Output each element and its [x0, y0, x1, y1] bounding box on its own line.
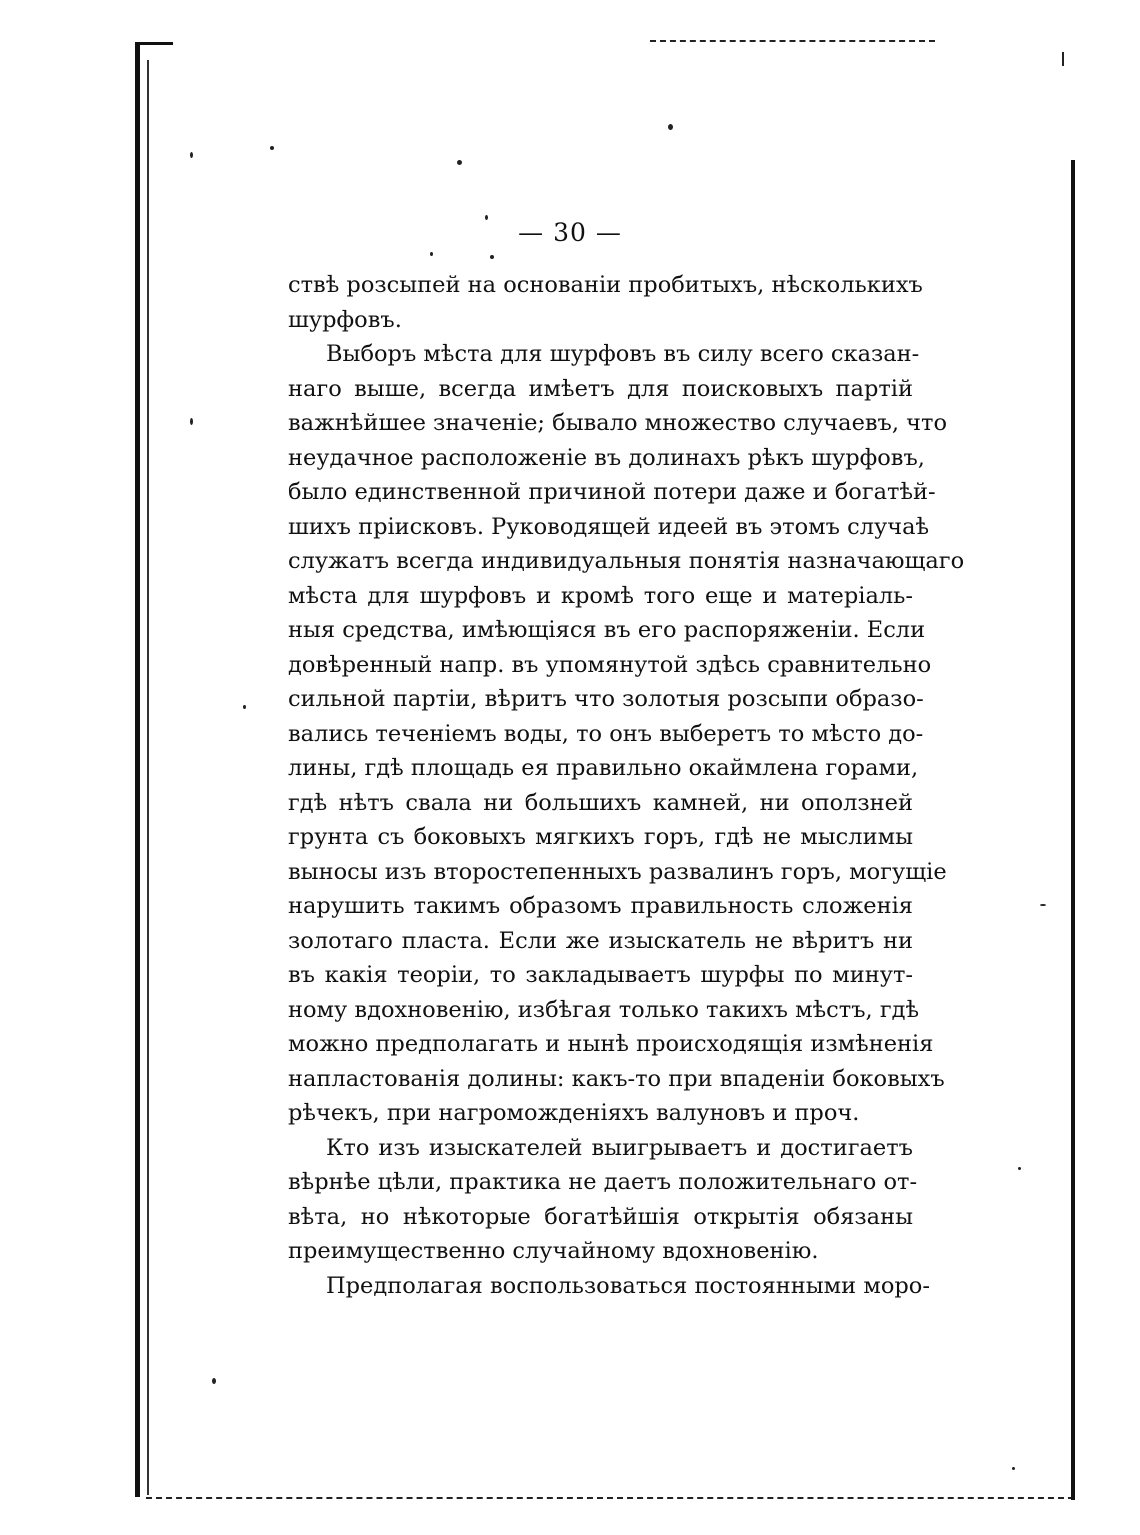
scan-speck — [1040, 904, 1046, 906]
page-border-right-tick — [1062, 52, 1064, 66]
scan-speck — [190, 152, 193, 158]
text-line: Предполагая воспользоваться постоянными моро- — [326, 1272, 930, 1299]
body-text — [288, 268, 965, 1303]
text-line: довѣренный напр. въ упомянутой здѣсь сравнительно — [288, 651, 932, 678]
text-line: можно предполагать и нынѣ происходящія измѣненія — [288, 1031, 934, 1057]
page-border-left — [135, 42, 140, 1497]
text-line: вались теченіемъ воды, то онъ выберетъ то мѣсто до- — [288, 720, 924, 747]
text-line: сильной партіи, вѣритъ что золотыя розсыпи образо- — [288, 686, 924, 712]
text-line: шихъ пріисковъ. Руководящей идеей въ этомъ случаѣ — [288, 513, 930, 540]
text-line: вѣта, но нѣкоторые богатѣйшія открытія обязаны — [288, 1203, 913, 1230]
text-line: Кто изъ изыскателей выигрываетъ и достигаетъ — [326, 1134, 913, 1161]
scan-speck — [212, 1378, 216, 1384]
page-border-top-left — [135, 42, 173, 45]
text-line: ствѣ розсыпей на основаніи пробитыхъ, нѣсколькихъ — [288, 272, 923, 298]
scan-speck — [1018, 1167, 1021, 1170]
scan-speck — [430, 252, 433, 256]
scan-speck — [190, 418, 193, 425]
text-line: рѣчекъ, при нагроможденіяхъ валуновъ и проч. — [288, 1100, 860, 1126]
page-number: — 30 — — [518, 218, 622, 247]
text-line: золотаго пласта. Если же изыскатель не вѣритъ ни — [288, 927, 913, 954]
scan-speck — [243, 705, 246, 709]
scan-speck — [457, 160, 462, 165]
text-line: важнѣйшее значеніе; бывало множество случаевъ, что — [288, 410, 948, 436]
text-line: вѣрнѣе цѣли, практика не даетъ положительнаго от- — [288, 1169, 918, 1195]
text-line: нарушить такимъ образомъ правильность сложенія — [288, 893, 913, 919]
page-border-left-inner — [147, 60, 149, 1495]
text-line: ныя средства, имѣющіяся въ его распоряженіи. Если — [288, 617, 926, 643]
scan-speck — [668, 124, 673, 130]
text-line: въ какія теоріи, то закладываетъ шурфы по минут- — [288, 962, 913, 988]
text-line: было единственной причиной потери даже и богатѣй- — [288, 479, 936, 505]
text-line: мѣста для шурфовъ и кромѣ того еще и матеріаль- — [288, 582, 913, 609]
text-line: лины, гдѣ площадь ея правильно окаймлена горами, — [288, 755, 919, 781]
text-line: Выборъ мѣста для шурфовъ въ силу всего сказан- — [326, 341, 920, 367]
page-border-top-right — [650, 40, 935, 42]
page-border-bottom — [146, 1497, 1074, 1499]
page-border-right — [1071, 160, 1075, 1500]
text-line: шурфовъ. — [288, 306, 402, 333]
scan-speck — [1012, 1467, 1015, 1470]
text-line: выносы изъ второстепенныхъ развалинъ горъ, могущіе — [288, 858, 947, 885]
scan-speck — [490, 255, 494, 259]
scan-speck — [270, 146, 274, 150]
text-line: служатъ всегда индивидуальныя понятія назначающаго — [288, 548, 965, 574]
text-line: напластованія долины: какъ-то при впаденіи боковыхъ — [288, 1065, 945, 1092]
text-line: преимущественно случайному вдохновенію. — [288, 1238, 819, 1264]
text-line: ному вдохновенію, избѣгая только такихъ мѣстъ, гдѣ — [288, 996, 920, 1023]
text-line: грунта съ боковыхъ мягкихъ горъ, гдѣ не мыслимы — [288, 824, 913, 850]
text-line: наго выше, всегда имѣетъ для поисковыхъ партій — [288, 375, 913, 402]
text-line: неудачное расположеніе въ долинахъ рѣкъ шурфовъ, — [288, 444, 925, 471]
text-line: гдѣ нѣтъ свала ни большихъ камней, ни оползней — [288, 789, 913, 816]
